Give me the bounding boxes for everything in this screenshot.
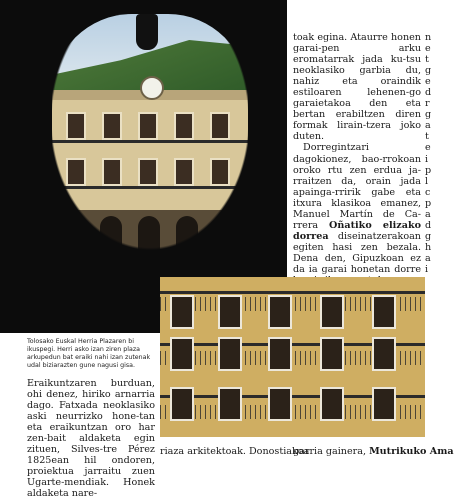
edge-char: a	[425, 252, 431, 264]
building-window	[174, 158, 194, 186]
clock-icon	[140, 76, 164, 100]
facade-window	[170, 387, 194, 421]
building-window	[174, 112, 194, 140]
edge-char: e	[425, 142, 431, 154]
street-lamp-icon	[136, 14, 158, 50]
edge-char: c	[425, 186, 431, 198]
edge-char: p	[425, 197, 432, 209]
building-window	[210, 158, 230, 186]
facade-window	[218, 387, 242, 421]
bottom-text-middle: riaza arkitektoak. Donostiakoa	[160, 446, 310, 457]
edge-char: t	[425, 54, 429, 66]
building-window	[66, 112, 86, 140]
edge-char: p	[425, 164, 432, 176]
facade-window	[320, 295, 344, 329]
edge-char: a	[425, 120, 431, 132]
town-hall-building	[52, 90, 248, 250]
facade-window	[170, 295, 194, 329]
edge-char: n	[425, 32, 432, 43]
edge-char: g	[425, 230, 432, 242]
paragraph-text: diseinatzerakoan egiten hasi zen bezala. Dena den, Gipuzkoan ez da ia garai honetan dorre	[293, 230, 421, 275]
building-window	[210, 112, 230, 140]
facade-window	[372, 295, 396, 329]
edge-char: e	[425, 43, 431, 55]
building-balcony	[52, 186, 248, 189]
balcony-facade-photo	[160, 277, 425, 437]
edge-char: t	[425, 131, 429, 143]
facade-window	[320, 337, 344, 371]
bottom-text-right	[293, 446, 454, 457]
arcade-arch	[138, 216, 160, 250]
photo-caption: Tolosako Euskal Herria Plazaren bi ikuspegi. Herri asko izan ziren plaza arkupedun bat eraiki nahi izan zutenak udal biziarazten gune nagusi gisa.	[27, 338, 151, 369]
paragraph: toak egina. Ataurre honen garai-pen arku eromatarrak jada ku-tsu neoklasiko garbia du, nahiz eta oraindik estiloaren lehenen-go garaietakoa den eta bertan erabiltzen diren formak lirain-tzera joko duten.	[293, 32, 421, 143]
building-window	[102, 158, 122, 186]
building-balcony	[52, 140, 248, 143]
edge-char: d	[425, 219, 432, 231]
left-text-column	[27, 378, 155, 500]
bold-term: Oñatiko elizako dorrea	[293, 219, 421, 242]
edge-char: a	[425, 208, 431, 220]
facade-window	[372, 387, 396, 421]
paragraph-text: Dorregintzari dagokionez, bao-rrokoan oroko rtu zen erdua ja-rraitzen da, orain jada apainga-rririk gabe eta itxura klasikoa emanez, Manuel Martín de Ca-rrera	[293, 142, 421, 231]
edge-char: i	[425, 153, 429, 165]
edge-char: i	[425, 263, 429, 275]
edge-char: d	[425, 87, 432, 99]
building-window	[66, 158, 86, 186]
arcade-arch	[100, 216, 122, 250]
edge-char: e	[425, 76, 431, 88]
building-window	[138, 158, 158, 186]
facade-window	[268, 295, 292, 329]
arcade-arch	[176, 216, 198, 250]
edge-char: g	[425, 109, 432, 121]
edge-char: h	[425, 241, 432, 253]
building-window	[138, 112, 158, 140]
edge-char: g	[425, 65, 432, 77]
facade-window	[218, 337, 242, 371]
facade-window	[320, 387, 344, 421]
facade-window	[372, 337, 396, 371]
paragraph: Eraikuntzaren burduan, ohi denez, hiriko arnarria dago. Fatxada neoklasiko aski neurrizko hone-tan eta eraikuntzan oro har zen-bait aldaketa egin zituen, Silves-tre Pérez 1825ean hil ondoren, proiektua jarraitu zuen Ugarte-mendiak. Honek aldaketa nare-	[27, 378, 155, 500]
bold-term: Mutrikuko Ama	[369, 446, 454, 457]
facade-window	[170, 337, 194, 371]
arcade-arch	[64, 216, 86, 250]
arcade-arch	[212, 216, 234, 250]
facade-window	[268, 387, 292, 421]
bottom-text: garria gainera,	[293, 446, 370, 457]
facade-window	[268, 337, 292, 371]
facade-ledge	[160, 291, 425, 294]
right-edge-letters	[425, 32, 433, 275]
edge-char: r	[425, 98, 430, 110]
building-window	[102, 112, 122, 140]
edge-char: l	[425, 175, 429, 187]
facade-window	[218, 295, 242, 329]
